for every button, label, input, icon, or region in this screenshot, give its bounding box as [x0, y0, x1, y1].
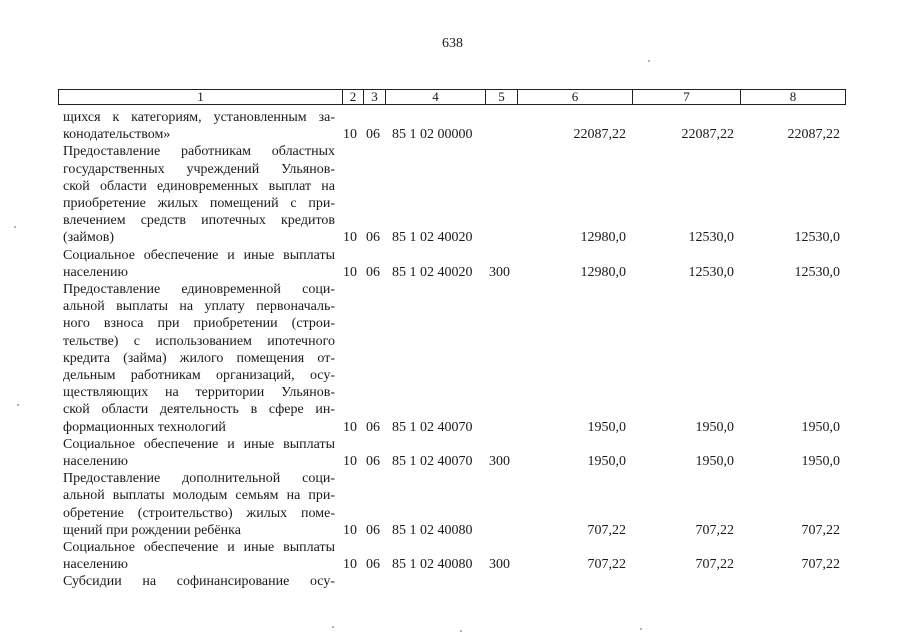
row-description-line: ской области единовременных выплат на — [63, 178, 335, 194]
row-description-line: формационных технологий — [63, 419, 226, 435]
column-header: 3 — [363, 90, 385, 104]
column-header: 8 — [740, 90, 845, 104]
column-header: 1 — [197, 89, 204, 104]
row-description-line: альной выплаты молодым семьям на при- — [63, 488, 335, 504]
column-6-cell: 12980,0 — [580, 230, 626, 246]
row-description-line: щений при рождении ребёнка — [63, 522, 241, 538]
column-2-cell: 10 — [343, 419, 357, 435]
scan-speck — [640, 628, 642, 630]
scan-speck — [17, 404, 19, 406]
scan-speck — [14, 226, 16, 228]
column-3-cell: 06 — [366, 419, 380, 435]
column-8-cell: 707,22 — [801, 522, 840, 538]
column-7-cell: 707,22 — [695, 522, 734, 538]
column-header-row — [58, 89, 846, 105]
column-2-cell: 10 — [343, 557, 357, 573]
column-header: 5 — [485, 90, 517, 104]
row-description-line: государственных учреждений Ульянов- — [63, 161, 335, 177]
row-description-line: обретение (строительство) жилых поме- — [63, 505, 335, 521]
column-8-cell: 12530,0 — [794, 264, 840, 280]
column-header: 6 — [517, 90, 632, 104]
column-7-cell: 1950,0 — [695, 419, 734, 435]
column-4-cell: 85 1 02 40020 — [392, 264, 473, 280]
row-description-line: щихся к категориям, установленным за- — [63, 110, 335, 125]
column-6-cell: 12980,0 — [580, 264, 626, 280]
row-description-line: Предоставление дополнительной соци- — [63, 471, 335, 487]
row-description-line: альной выплаты на уплату первоначаль- — [63, 299, 335, 315]
row-description-line: Социальное обеспечение и иные выплаты — [63, 436, 335, 452]
column-2-cell: 10 — [343, 264, 357, 280]
column-2-cell: 10 — [343, 454, 357, 469]
row-description-line: кредита (займа) жилого помещения от- — [63, 350, 335, 366]
column-7-cell: 12530,0 — [688, 230, 734, 246]
column-header: 2 — [342, 90, 363, 104]
row-description-line: конодательством» — [63, 127, 171, 143]
row-description-line: влечением средств ипотечных кредитов — [63, 213, 335, 229]
row-description-line: населению — [63, 264, 128, 280]
row-description-line: (займов) — [63, 230, 115, 246]
row-description-line: Социальное обеспечение и иные выплаты — [63, 540, 335, 555]
scan-speck — [332, 626, 334, 628]
column-2-cell: 10 — [343, 522, 357, 538]
column-8-cell: 12530,0 — [794, 230, 840, 246]
row-description-line: Субсидии на софинансирование осу- — [63, 574, 335, 590]
row-description-line: дельным работникам организаций, осу- — [63, 368, 335, 383]
column-3-cell: 06 — [366, 557, 380, 573]
column-2-cell: 10 — [343, 127, 357, 143]
column-4-cell: 85 1 02 00000 — [392, 127, 473, 143]
scan-speck — [460, 630, 462, 632]
row-description-line: населению — [63, 454, 128, 469]
column-2-cell: 10 — [343, 230, 357, 246]
column-3-cell: 06 — [366, 230, 380, 246]
column-7-cell: 1950,0 — [695, 454, 734, 469]
row-description-line: Предоставление единовременной соци- — [63, 282, 335, 297]
column-6-cell: 22087,22 — [573, 127, 626, 143]
row-description-line: ного взноса при приобретении (строи- — [63, 316, 335, 332]
column-3-cell: 06 — [366, 454, 380, 469]
row-description-line: приобретение жилых помещений с при- — [63, 196, 335, 211]
row-description-line: ской области деятельность в сфере ин- — [63, 402, 335, 418]
column-8-cell: 707,22 — [801, 557, 840, 573]
column-3-cell: 06 — [366, 127, 380, 143]
column-header: 4 — [385, 90, 485, 104]
row-description-line: Предоставление работникам областных — [63, 144, 335, 160]
page-number: 638 — [442, 36, 463, 51]
column-8-cell: 1950,0 — [801, 419, 840, 435]
column-4-cell: 85 1 02 40070 — [392, 454, 473, 469]
scan-speck — [648, 60, 650, 62]
column-7-cell: 707,22 — [695, 557, 734, 573]
column-3-cell: 06 — [366, 264, 380, 280]
row-description-line: ществляющих на территории Ульянов- — [63, 385, 335, 401]
column-4-cell: 85 1 02 40080 — [392, 522, 473, 538]
column-6-cell: 1950,0 — [587, 454, 626, 469]
column-5-cell: 300 — [489, 454, 510, 469]
row-description-line: тельстве) с использованием ипотечного — [63, 333, 335, 349]
column-6-cell: 707,22 — [587, 557, 626, 573]
column-header: 7 — [632, 90, 740, 104]
column-3-cell: 06 — [366, 522, 380, 538]
column-6-cell: 1950,0 — [587, 419, 626, 435]
column-4-cell: 85 1 02 40020 — [392, 230, 473, 246]
column-7-cell: 12530,0 — [688, 264, 734, 280]
row-description-line: Социальное обеспечение и иные выплаты — [63, 247, 335, 263]
column-8-cell: 1950,0 — [801, 454, 840, 469]
column-8-cell: 22087,22 — [787, 127, 840, 143]
column-4-cell: 85 1 02 40070 — [392, 419, 473, 435]
column-5-cell: 300 — [489, 264, 510, 280]
row-description-line: населению — [63, 557, 128, 573]
column-7-cell: 22087,22 — [681, 127, 734, 143]
column-6-cell: 707,22 — [587, 522, 626, 538]
column-5-cell: 300 — [489, 557, 510, 573]
column-4-cell: 85 1 02 40080 — [392, 557, 473, 573]
